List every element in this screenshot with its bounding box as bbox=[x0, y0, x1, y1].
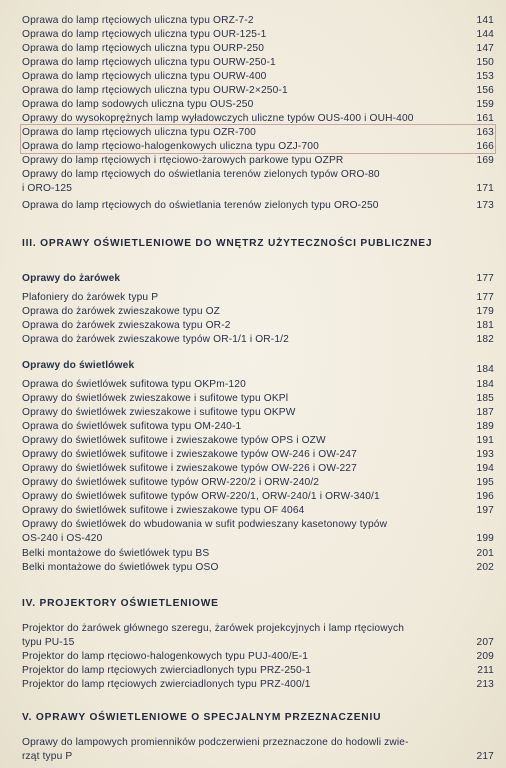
toc-page-number: 171 bbox=[476, 182, 494, 194]
toc-page-number: 197 bbox=[476, 505, 494, 516]
toc-entry-title: Oprawy do świetlówek zwieszakowe i sufitowe typu OKPl bbox=[22, 393, 289, 404]
toc-group-title: Oprawy do świetlówek bbox=[22, 360, 135, 371]
toc-entry[interactable] bbox=[22, 112, 494, 126]
toc-entry[interactable] bbox=[22, 736, 494, 763]
toc-entry-title: Oprawa do lamp rtęciowych uliczna typu OZR-700 bbox=[22, 127, 256, 138]
toc-entry[interactable] bbox=[22, 199, 494, 213]
toc-page-number: 194 bbox=[476, 463, 494, 474]
toc-entry-title: Projektor do lamp rtęciowych zwierciadlonych typu PRZ-400/1 bbox=[22, 679, 311, 690]
toc-page-number: 202 bbox=[476, 562, 494, 573]
toc-page-number: 196 bbox=[476, 491, 494, 502]
toc-page-number: 161 bbox=[476, 113, 494, 124]
toc-group-title: Oprawy do żarówek bbox=[22, 273, 121, 284]
toc-entry[interactable] bbox=[22, 420, 494, 434]
toc-entry-title-cont: typu PU-15 bbox=[22, 636, 75, 648]
toc-entry[interactable] bbox=[22, 98, 494, 112]
toc-page-number: 173 bbox=[476, 200, 494, 211]
toc-page-number: 195 bbox=[476, 477, 494, 488]
toc-entry[interactable] bbox=[22, 448, 494, 462]
toc-page-number: 187 bbox=[476, 407, 494, 418]
toc-entry[interactable] bbox=[22, 14, 494, 28]
toc-entry-title: Oprawa do żarówek zwieszakowa typu OR-2 bbox=[22, 320, 231, 331]
toc-entry-title: Oprawa do świetlówek sufitowa typu OKPm-120 bbox=[22, 379, 246, 390]
toc-entry[interactable] bbox=[22, 333, 494, 347]
toc-page-number: 156 bbox=[476, 85, 494, 96]
toc-page-number: 189 bbox=[476, 421, 494, 432]
toc-entry-title-cont: OS-240 i OS-420 bbox=[22, 532, 103, 544]
toc-page-number: 144 bbox=[476, 29, 494, 40]
toc-entry-title: Oprawa do lamp rtęciowych uliczna typu OURP-250 bbox=[22, 43, 265, 54]
toc-entry-title: Oprawa do lamp sodowych uliczna typu OUS-250 bbox=[22, 99, 254, 110]
toc-entry[interactable] bbox=[22, 434, 494, 448]
toc-page-number: 163 bbox=[476, 127, 494, 138]
toc-entry[interactable] bbox=[22, 28, 494, 42]
toc-entry-title: Projektor do żarówek głównego szeregu, żarówek projekcyjnych i lamp rtęciowych bbox=[22, 623, 405, 634]
toc-entry[interactable] bbox=[22, 476, 494, 490]
toc-entry[interactable] bbox=[22, 168, 494, 195]
toc-entry-title: Oprawa do lamp rtęciowych uliczna typu OURW-250-1 bbox=[22, 57, 276, 68]
toc-entry-title: Oprawa do świetlówek sufitowa typu OM-240-1 bbox=[22, 421, 242, 432]
toc-entry-title: Plafoniery do żarówek typu P bbox=[22, 292, 159, 303]
section-title: III. OPRAWY OŚWIETLENIOWE DO WNĘTRZ UŻYTECZNOŚCI PUBLICZNEJ bbox=[22, 238, 433, 249]
section-title: V. OPRAWY OŚWIETLENIOWE O SPECJALNYM PRZEZNACZENIU bbox=[22, 712, 382, 723]
toc-entry[interactable] bbox=[22, 56, 494, 70]
toc-page-number: 191 bbox=[476, 435, 494, 446]
toc-entry-title: Oprawy do świetlówek sufitowe typów ORW-220/2 i ORW-240/2 bbox=[22, 477, 320, 488]
toc-entry-title: Oprawy do świetlówek sufitowe i zwieszakowe typów OPS i OZW bbox=[22, 435, 326, 446]
toc-entry-title: Projektor do lamp rtęciowo-halogenkowych typu PUJ-400/E-1 bbox=[22, 651, 309, 662]
toc-page-number: 209 bbox=[476, 651, 494, 662]
toc-entry[interactable] bbox=[22, 561, 494, 575]
toc-page-number: 177 bbox=[476, 292, 494, 303]
toc-entry[interactable] bbox=[22, 650, 494, 664]
toc-entry[interactable] bbox=[22, 406, 494, 420]
toc-entry[interactable] bbox=[22, 547, 494, 561]
toc-group-heading[interactable] bbox=[22, 272, 494, 286]
toc-page-number: 179 bbox=[476, 306, 494, 317]
toc-entry-title: Oprawy do lamp rtęciowych do oświetlania terenów zielonych typów ORO-80 bbox=[22, 169, 380, 180]
toc-entry-title: Oprawy do lamp rtęciowych i rtęciowo-żarowych parkowe typu OZPR bbox=[22, 155, 344, 166]
toc-entry[interactable] bbox=[22, 42, 494, 56]
toc-entry-title-cont: i ORO-125 bbox=[22, 182, 73, 194]
toc-entry[interactable] bbox=[22, 504, 494, 518]
toc-page-number: 159 bbox=[476, 99, 494, 110]
toc-entry-title: Oprawa do lamp rtęciowych uliczna typu OURW-400 bbox=[22, 71, 267, 82]
toc-page-number: 193 bbox=[476, 449, 494, 460]
toc-entry[interactable] bbox=[22, 378, 494, 392]
toc-page-number: 166 bbox=[476, 141, 494, 152]
toc-entry[interactable] bbox=[22, 70, 494, 84]
toc-entry[interactable] bbox=[22, 490, 494, 504]
toc-entry[interactable] bbox=[22, 319, 494, 333]
toc-entry-title: Belki montażowe do świetlówek typu OSO bbox=[22, 562, 219, 573]
toc-page-number: 217 bbox=[476, 750, 494, 762]
toc-page-number: 147 bbox=[476, 43, 494, 54]
toc-entry[interactable] bbox=[22, 664, 494, 678]
section-title: IV. PROJEKTORY OŚWIETLENIOWE bbox=[22, 598, 219, 609]
toc-entry-title: Oprawy do wysokoprężnych lamp wyładowczych uliczne typów OUS-400 i OUH-400 bbox=[22, 113, 414, 124]
toc-entry-title: Projektor do lamp rtęciowych zwierciadlonych typu PRZ-250-1 bbox=[22, 665, 312, 676]
toc-entry-title: Oprawa do lamp rtęciowych do oświetlania terenów zielonych typu ORO-250 bbox=[22, 200, 379, 211]
toc-entry-title: Oprawa do lamp rtęciowo-halogenkowych uliczna typu OZJ-700 bbox=[22, 141, 319, 152]
toc-entry-title: Oprawa do żarówek zwieszakowe typów OR-1/1 i OR-1/2 bbox=[22, 334, 289, 345]
toc-entry[interactable] bbox=[22, 678, 494, 692]
toc-entry-title: Oprawy do lampowych promienników podczerwieni przeznaczone do hodowli zwie- bbox=[22, 737, 409, 748]
toc-page-number: 213 bbox=[476, 679, 494, 690]
toc-entry[interactable] bbox=[22, 291, 494, 305]
toc-page-number: 185 bbox=[476, 393, 494, 404]
toc-entry-title-cont: rząt typu P bbox=[22, 750, 73, 762]
toc-page-number: 153 bbox=[476, 71, 494, 82]
toc-entry-title: Oprawa do lamp rtęciowych uliczna typu OUR-125-1 bbox=[22, 29, 267, 40]
toc-entry[interactable] bbox=[22, 126, 494, 140]
toc-entry-title: Oprawa do lamp rtęciowych uliczna typu OURW-2×250-1 bbox=[22, 85, 288, 96]
toc-entry[interactable] bbox=[22, 462, 494, 476]
toc-page-number: 184 bbox=[476, 364, 494, 375]
toc-entry-title: Oprawy do świetlówek sufitowe i zwieszakowe typów OW-226 i OW-227 bbox=[22, 463, 357, 474]
toc-entry[interactable] bbox=[22, 518, 494, 545]
toc-entry[interactable] bbox=[22, 622, 494, 649]
toc-entry[interactable] bbox=[22, 154, 494, 168]
toc-page-number: 184 bbox=[476, 379, 494, 390]
toc-page-number: 177 bbox=[476, 273, 494, 284]
toc-page-number: 182 bbox=[476, 334, 494, 345]
toc-page-number: 211 bbox=[477, 665, 494, 676]
toc-page-number: 181 bbox=[476, 320, 494, 331]
toc-entry-title: Oprawy do świetlówek zwieszakowe i sufitowe typu OKPW bbox=[22, 407, 296, 418]
toc-page-number: 201 bbox=[476, 548, 494, 559]
toc-page-number: 199 bbox=[476, 532, 494, 544]
toc-entry-title: Oprawy do świetlówek do wbudowania w sufit podwieszany kasetonowy typów bbox=[22, 519, 388, 530]
toc-entry[interactable] bbox=[22, 84, 494, 98]
toc-group-heading[interactable] bbox=[22, 359, 494, 373]
toc-entry-title: Oprawy do świetlówek sufitowe i zwieszakowe typu OF 4064 bbox=[22, 505, 305, 516]
toc-entry[interactable] bbox=[22, 392, 494, 406]
toc-entry-title: Oprawy do świetlówek sufitowe i zwieszakowe typów OW-246 i OW-247 bbox=[22, 449, 357, 460]
toc-page-number: 207 bbox=[476, 636, 494, 648]
toc-entry-title: Oprawa do lamp rtęciowych uliczna typu ORZ-7-2 bbox=[22, 15, 254, 26]
toc-page-number: 150 bbox=[476, 57, 494, 68]
toc-entry[interactable] bbox=[22, 140, 494, 154]
toc-page-number: 141 bbox=[476, 15, 494, 26]
toc-entry-title: Oprawa do żarówek zwieszakowe typu OZ bbox=[22, 306, 221, 317]
toc-entry[interactable] bbox=[22, 305, 494, 319]
toc-entry-title: Belki montażowe do świetlówek typu BS bbox=[22, 548, 210, 559]
toc-entry-title: Oprawy do świetlówek sufitowe typów ORW-220/1, ORW-240/1 i ORW-340/1 bbox=[22, 491, 380, 502]
toc-page-number: 169 bbox=[476, 155, 494, 166]
